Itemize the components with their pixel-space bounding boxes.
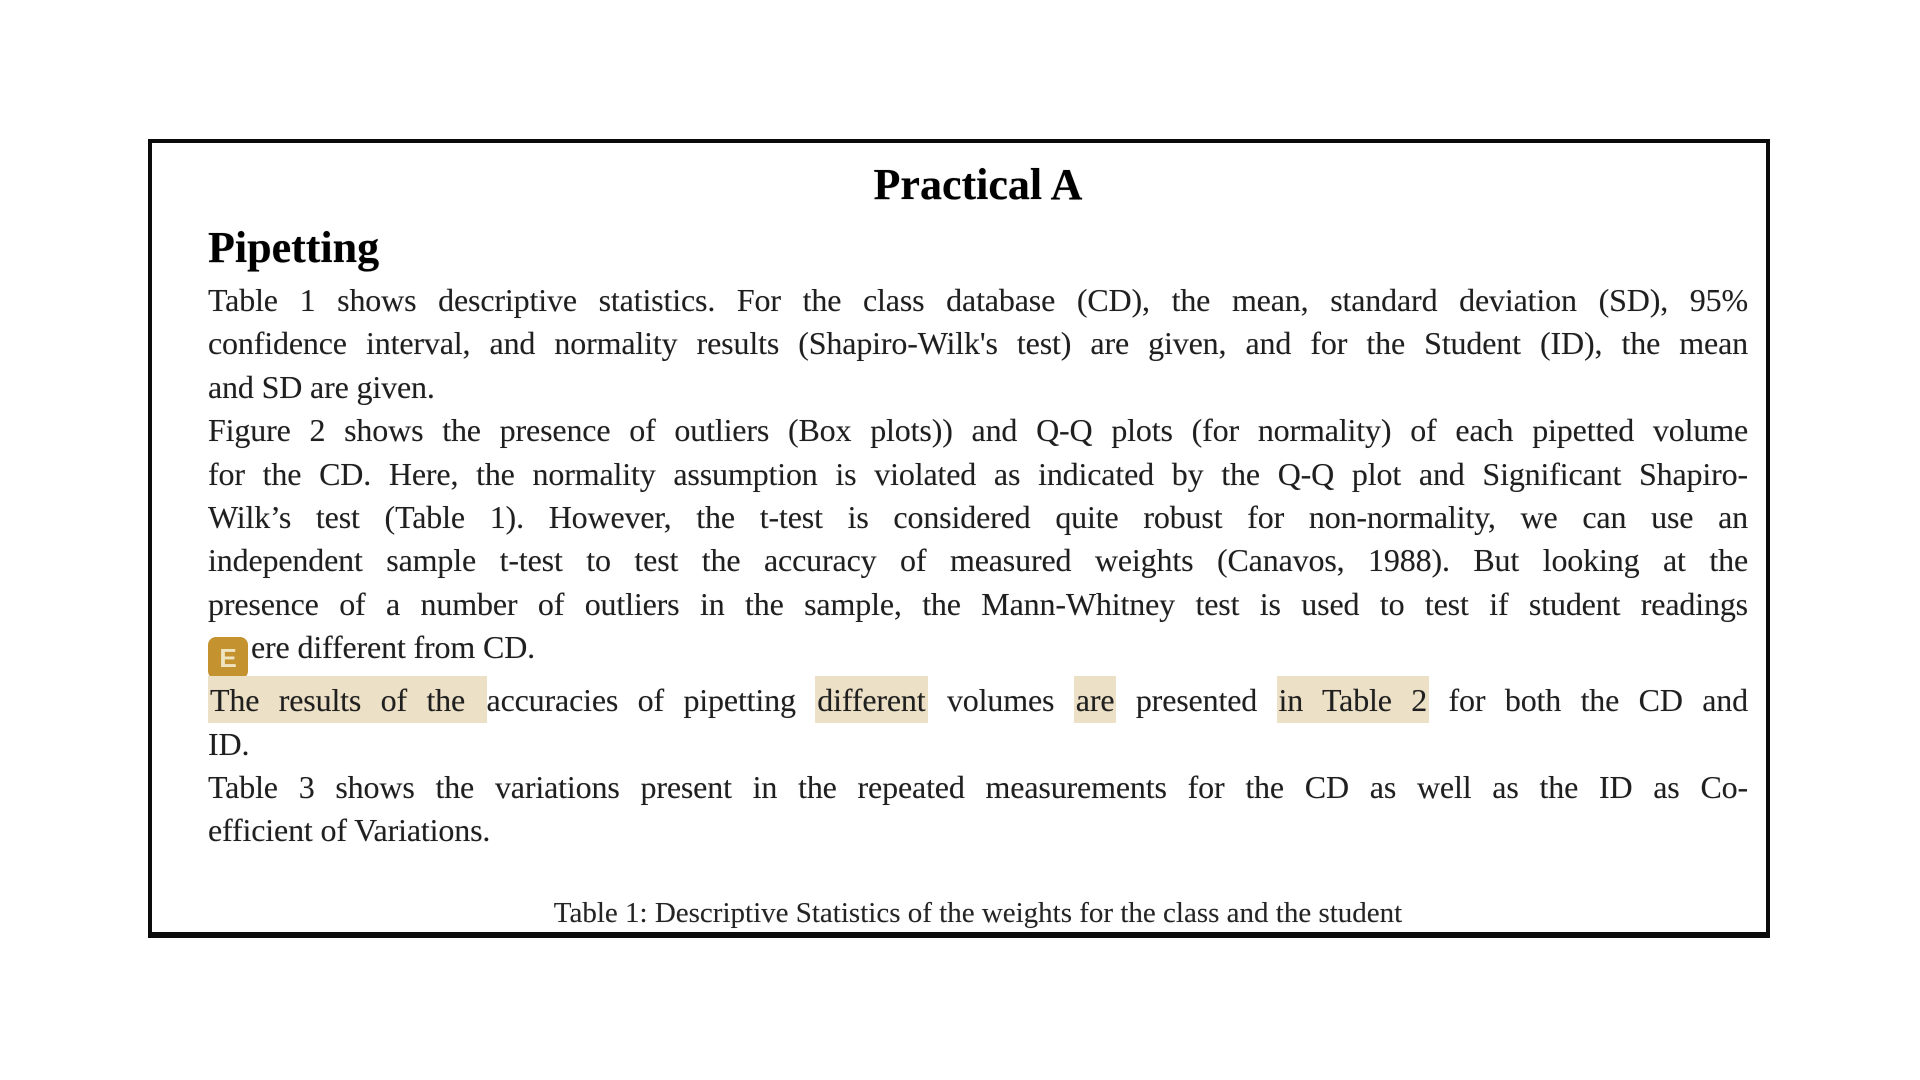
body-line: Wilk’s test (Table 1). However, the t-test is considered quite robust for non-normality, we can use an [208,499,1748,536]
body-line-text: ere different from CD. [251,629,535,666]
highlighted-text: The results of the [208,676,487,723]
body-line-highlighted [208,679,1748,722]
body-line: Table 1 shows descriptive statistics. For the class database (CD), the mean, standard deviation (SD), 95% [208,282,1748,318]
body-text [208,279,1748,853]
body-line: confidence interval, and normality results (Shapiro-Wilk's test) are given, and for the Student (ID), the mean [208,325,1748,362]
table-caption: Table 1: Descriptive Statistics of the weights for the class and the student [553,896,1403,929]
body-line: efficient of Variations. [208,812,491,849]
body-line: independent sample t-test to test the accuracy of measured weights (Canavos, 1988). But looking at the [208,542,1748,579]
body-line-text: accuracies of pipetting [486,682,816,719]
body-line-text: volumes [927,682,1074,719]
body-line: and SD are given. [208,368,435,405]
body-line-with-marker [208,626,1748,679]
body-line-text: presented [1116,682,1277,719]
highlighted-text: in Table 2 [1277,676,1430,723]
body-line: Table 3 shows the variations present in the repeated measurements for the CD as well as the ID as Co- [208,769,1748,806]
body-line: ID. [208,725,250,762]
annotation-marker-glyph: E [219,643,237,674]
body-line-text: for both the CD and [1429,682,1748,719]
body-line: presence of a number of outliers in the sample, the Mann-Whitney test is used to test if student readings [208,585,1748,622]
highlighted-text: are [1074,676,1117,723]
highlighted-text: different [815,676,927,723]
body-line: for the CD. Here, the normality assumption is violated as indicated by the Q-Q plot and Significant Shapiro- [208,455,1748,492]
body-line: Figure 2 shows the presence of outliers (Box plots)) and Q-Q plots (for normality) of each pipetted volume [208,412,1748,449]
document-frame [148,139,1770,938]
document-title: Practical A [873,160,1083,209]
annotation-marker[interactable] [208,637,248,679]
section-heading: Pipetting [208,223,380,272]
